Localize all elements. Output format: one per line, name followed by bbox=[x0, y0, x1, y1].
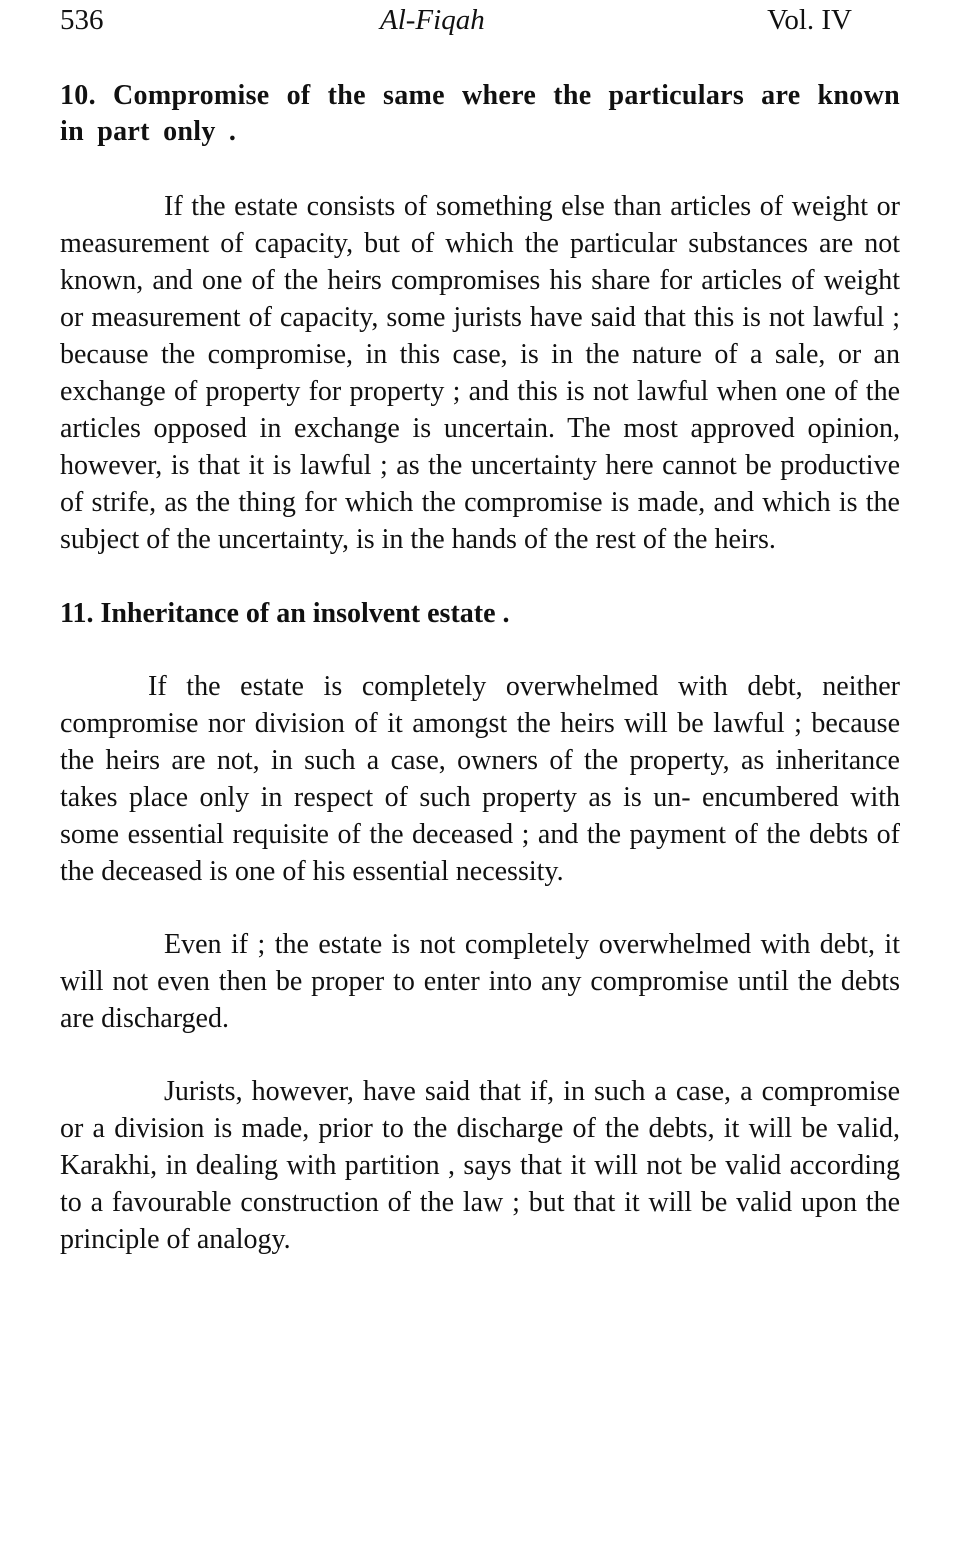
section-heading: 11. Inheritance of an insolvent estate . bbox=[60, 598, 510, 629]
paragraph: If the estate consists of something else than articles of weight or measurement of capacity, but of which the particular substances are not known, and one of the heirs compromises his share for articles of weight or measurement of capacity, some jurists have said that this is not lawful ; because the compromise, in this case, is in the nature of a sale, or an exchange of property for property ; and this is not lawful when one of the articles opposed in exchange is uncertain. The most approved opinion, however, is that it is lawful ; as the uncertainty here cannot be productive of strife, as the thing for which the compromise is made, and which is the subject of the uncertainty, is in the hands of the rest of the heirs. bbox=[60, 191, 900, 555]
page-number: 536 bbox=[60, 4, 104, 36]
paragraph: Even if ; the estate is not completely overwhelmed with debt, it will not even then be proper to enter into any compromise until the debts are discharged. bbox=[60, 929, 900, 1034]
paragraph: Jurists, however, have said that if, in such a case, a compromise or a division is made, prior to the discharge of the debts, it will be valid, Karakhi, in dealing with partition , says that it will not be valid according to a favourable construction of the law ; but that it will be valid upon the principle of analogy. bbox=[60, 1076, 900, 1255]
section-11 bbox=[60, 596, 900, 1258]
section-heading: 10. Compromise of the same where the particulars are known in part only . bbox=[60, 80, 900, 147]
paragraph: If the estate is completely overwhelmed with debt, neither compromise nor division of it amongst the heirs will be lawful ; because the heirs are not, in such a case, owners of the property, as inheritance takes place only in respect of such property as is un- encumbered with some essential requisite of the deceased ; and the payment of the debts of the deceased is one of his essential necessity. bbox=[60, 671, 900, 887]
section-10 bbox=[60, 78, 900, 558]
book-page bbox=[60, 0, 900, 1258]
volume-label: Vol. IV bbox=[767, 4, 852, 36]
running-header bbox=[60, 0, 900, 48]
book-title: Al-Fiqah bbox=[380, 4, 485, 36]
